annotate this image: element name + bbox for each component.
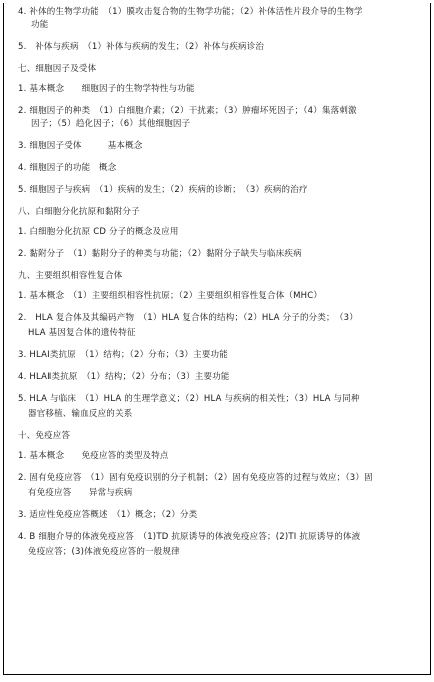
list-item: [18, 472, 424, 500]
list-item: [18, 531, 424, 559]
list-item-text-continued: 因子；（5）趋化因子；（6）其他细胞因子: [31, 119, 191, 129]
section-8: [18, 206, 424, 261]
list-item: [18, 509, 424, 522]
list-item-text: 2. HLA 复合体及其编码产物 （1）HLA 复合体的结构；（2）HLA 分子的分类； （3）: [18, 313, 358, 323]
list-item-text: 2. 细胞因子的种类 （1）白细胞介素；（2）干扰素；（3）肿瘤坏死因子；（4）集落刺激: [18, 106, 357, 116]
section-6-tail: [18, 6, 424, 54]
list-item: [18, 371, 424, 384]
list-item-text: 5. HLA 与临床 （1）HLA 的生理学意义；（2）HLA 与疾病的相关性；（3）HLA 与同种: [18, 394, 360, 404]
list-item: [18, 140, 424, 153]
list-item-text: 3. HLAⅠ类抗原 （1）结构；（2）分布；（3）主要功能: [18, 350, 228, 360]
list-item-text: 3. 细胞因子受体 基本概念: [18, 141, 143, 151]
section-7: [18, 63, 424, 197]
list-item: [18, 312, 424, 340]
section-heading: 九、主要组织相容性复合体: [18, 271, 123, 281]
list-item: [18, 290, 424, 303]
list-item-text: 3. 适应性免疫应答概述 （1）概念；（2）分类: [18, 510, 198, 520]
list-item-text: 5. 补体与疾病 （1）补体与疾病的发生；（2）补体与疾病诊治: [18, 42, 265, 52]
list-item: [18, 393, 424, 421]
list-item-text: 2. 固有免疫应答 （1）固有免疫识别的分子机制；（2）固有免疫应答的过程与效应；（3）固: [18, 473, 373, 483]
list-item-text: 5. 细胞因子与疾病 （1）疾病的发生；（2）疾病的诊断； （3）疾病的治疗: [18, 185, 308, 195]
list-item-text: 2. 黏附分子 （1）黏附分子的种类与功能；（2）黏附分子缺失与临床疾病: [18, 249, 302, 259]
list-item: [18, 349, 424, 362]
list-item: [18, 105, 424, 131]
section-9: [18, 270, 424, 421]
list-item-text-continued: 有免疫应答 异常与疾病: [28, 488, 133, 498]
list-item-text: 4. B 细胞介导的体液免疫应答 （1)TD 抗原诱导的体液免疫应答；(2)TI 抗原诱导的体液: [18, 532, 361, 542]
section-heading: 十、免疫应答: [18, 431, 71, 441]
list-item-text-continued: 器官移植、输血反应的关系: [28, 409, 133, 419]
list-item: [18, 450, 424, 463]
section-10: [18, 430, 424, 559]
section-heading: 八、白细胞分化抗原和黏附分子: [18, 207, 140, 217]
list-item: [18, 184, 424, 197]
list-item-text-continued: 功能: [31, 20, 49, 30]
list-item-text: 4. 细胞因子的功能 概念: [18, 163, 117, 173]
list-item: [18, 226, 424, 239]
list-item: [18, 162, 424, 175]
list-item-text: 1. 基本概念 免疫应答的类型及特点: [18, 451, 169, 461]
list-item-text-continued: 免疫应答；(3)体液免疫应答的一般规律: [28, 547, 180, 557]
document-page: [3, 3, 431, 675]
list-item-text: 4. 补体的生物学功能 （1）膜攻击复合物的生物学功能；（2）补体活性片段介导的生物学: [18, 7, 363, 17]
list-item-text: 1. 基本概念 （1）主要组织相容性抗原；（2）主要组织相容性复合体（MHC）: [18, 291, 323, 301]
section-heading: 七、细胞因子及受体: [18, 64, 97, 74]
list-item: [18, 6, 424, 32]
list-item-text: 4. HLAⅡ类抗原 （1）结构；（2）分布；（3）主要功能: [18, 372, 230, 382]
list-item-text: 1. 白细胞分化抗原 CD 分子的概念及应用: [18, 227, 179, 237]
list-item-text-continued: HLA 基因复合体的遗传特征: [28, 328, 136, 338]
list-item: [18, 41, 424, 54]
list-item-text: 1. 基本概念 细胞因子的生物学特性与功能: [18, 84, 195, 94]
list-item: [18, 83, 424, 96]
list-item: [18, 248, 424, 261]
